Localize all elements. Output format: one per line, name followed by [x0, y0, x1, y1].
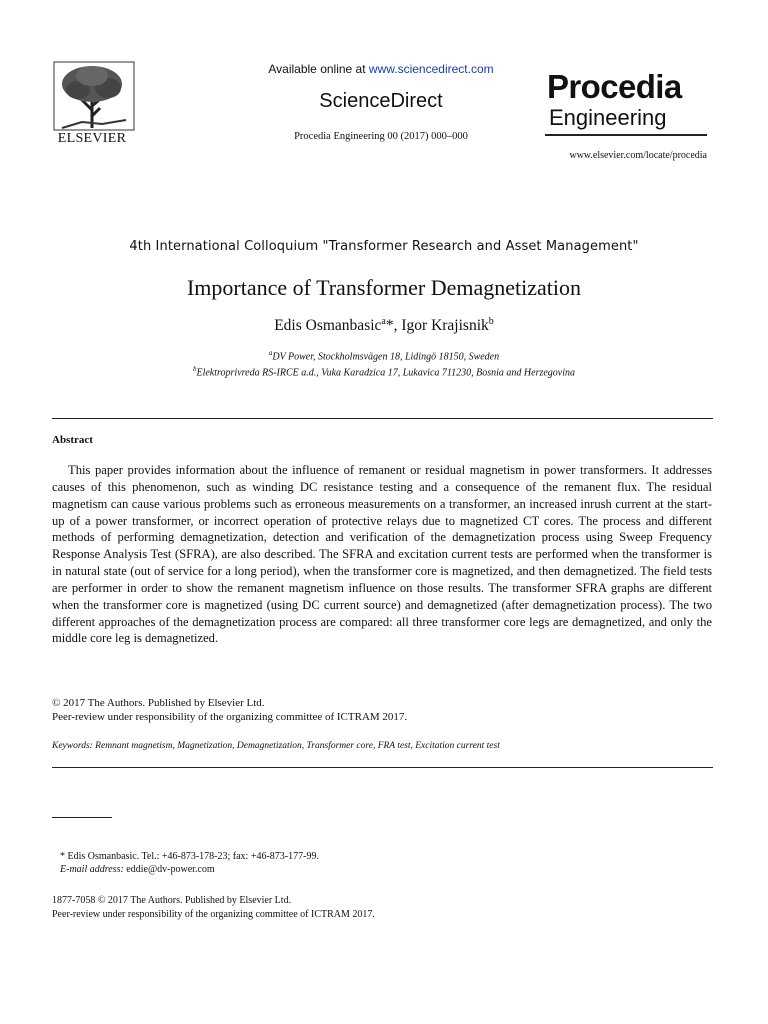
- journal-brand-bottom: Engineering: [549, 105, 667, 130]
- affiliation-a: [60, 349, 708, 362]
- affiliation-text: DV Power, Stockholmsvägen 18, Lidingö 18150, Sweden: [272, 351, 500, 363]
- journal-url[interactable]: www.elsevier.com/locate/procedia: [569, 150, 707, 161]
- peer-review-line: Peer-review under responsibility of the organizing committee of ICTRAM 2017.: [52, 711, 408, 723]
- issn-line: 1877-7058 © 2017 The Authors. Published by Elsevier Ltd.: [52, 895, 292, 906]
- email-label: E-mail address:: [60, 864, 124, 875]
- journal-brand-top: Procedia: [547, 68, 682, 105]
- journal-brand-divider: [545, 134, 707, 136]
- author-affil-marker: b: [488, 316, 494, 327]
- elsevier-wordmark: ELSEVIER: [57, 131, 127, 146]
- affiliation-marker: b: [192, 365, 197, 373]
- available-online: [200, 62, 562, 76]
- footnote-rule: [52, 817, 112, 818]
- affiliation-b: [60, 365, 708, 378]
- copyright-line: © 2017 The Authors. Published by Elsevier Ltd.: [52, 697, 265, 709]
- affiliation-marker: a: [268, 349, 273, 357]
- email-footnote: [60, 864, 215, 875]
- tree-icon: [52, 60, 136, 132]
- divider-bottom: [52, 767, 713, 768]
- divider-top: [52, 418, 713, 419]
- email-address[interactable]: eddie@dv-power.com: [123, 864, 215, 875]
- affiliation-text: Elektroprivreda RS-IRCE a.d., Vuka Karadzica 17, Lukavica 711230, Bosnia and Herzegovina: [196, 367, 576, 379]
- author-affil-marker: a: [381, 316, 386, 327]
- author-list: [60, 316, 708, 335]
- abstract-body: This paper provides information about the influence of remanent or residual magnetism in power transformers. It addresses causes of this phenomenon, such as winding DC resistance testing and a consequence of the remanent flux. The residual magnetism can cause various problems such as erroneous measurements on a transformer, an increased inrush current at the start-up of a power transformer, or incorrect operation of protective relays due to magnetized CT cores. The process and different methods of performing demagnetization, detection and verification of the demagnetization process using Sweep Frequency Response Analysis Test (SFRA), are also described. The SFRA and excitation current tests are performed when the transformer is in natural state (out of service for a long period), when the transformer core is magnetized, and then demagnetized. The field tests are performer in order to show the remanent magnetism influence on those results. The transformer SFRA graphs are different when the transformer core is magnetized (using DC current source) and demagnetized (after demagnetization process). The two different approaches of the demagnetization process are compared: all three transformer core legs are demagnetized, and only the middle core leg is demagnetized.: [52, 463, 712, 646]
- journal-reference: Procedia Engineering 00 (2017) 000–000: [294, 131, 468, 142]
- peer-review-footer: Peer-review under responsibility of the organizing committee of ICTRAM 2017.: [52, 909, 375, 920]
- sciencedirect-title: ScienceDirect: [319, 90, 443, 112]
- corresponding-author-footnote: * Edis Osmanbasic. Tel.: +46-873-178-23; fax: +46-873-177-99.: [60, 851, 319, 862]
- abstract-heading: Abstract: [52, 434, 93, 446]
- corresponding-marker: *,: [385, 317, 402, 335]
- author-name: Edis Osmanbasic: [274, 317, 382, 335]
- available-prefix: Available online at: [268, 62, 369, 76]
- conference-name: 4th International Colloquium "Transformer Research and Asset Management": [129, 239, 639, 254]
- author-name: Igor Krajisnik: [401, 317, 489, 335]
- sciencedirect-link[interactable]: www.sciencedirect.com: [368, 62, 494, 76]
- paper-title: Importance of Transformer Demagnetization: [186, 275, 582, 300]
- keywords-line: Keywords: Remnant magnetism, Magnetization, Demagnetization, Transformer core, FRA test, Excitation current test: [52, 741, 500, 751]
